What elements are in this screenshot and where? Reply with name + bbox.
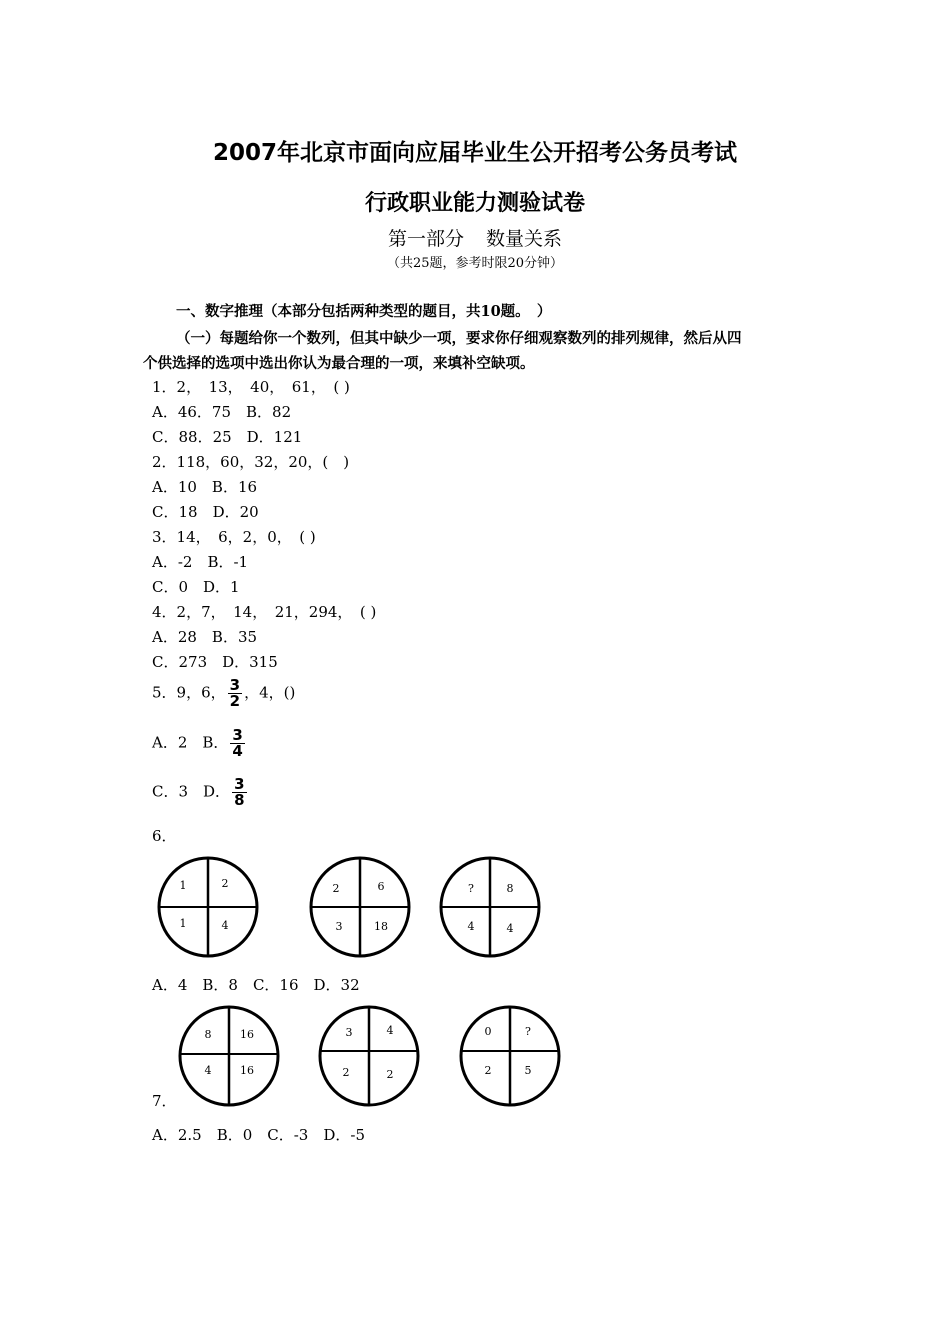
question-1-stem: 1．2， 13， 40， 61， ( ) (152, 378, 350, 396)
section-intro-line2: 个供选择的选项中选出你认为最合理的一项，来填补空缺项。 (143, 355, 535, 372)
circle-cell-bottom-left: 2 (342, 1066, 350, 1079)
question-2-options-ab: A．10 B．16 (152, 478, 258, 496)
circle-cell-top-left: 3 (345, 1026, 353, 1039)
circle-cell-top-left: 2 (332, 882, 340, 895)
fraction-numerator: 3 (232, 726, 243, 744)
exam-subtitle: 行政职业能力测验试卷 (364, 191, 585, 216)
question-3-stem: 3．14， 6，2，0， ( ) (152, 528, 316, 546)
circle-cell-bottom-right: 5 (524, 1064, 532, 1077)
question-3-options-cd: C．0 D．1 (152, 578, 240, 596)
circle-cell-top-right: 16 (240, 1028, 254, 1041)
circle-cell-bottom-right: 4 (221, 919, 229, 932)
question-5-stem (152, 678, 295, 709)
section-heading: 一、数字推理（本部分包括两种类型的题目，共10题。 ） (176, 303, 552, 320)
circle-cell-top-right: ? (525, 1025, 531, 1038)
circle-cell-top-left: 1 (179, 879, 187, 892)
question-5-stem-post: ，4，() (244, 683, 296, 702)
circle-cell-bottom-left: 2 (484, 1064, 492, 1077)
circle-cell-top-right: 4 (386, 1024, 394, 1037)
part-name: 数量关系 (486, 228, 563, 250)
fraction (228, 678, 242, 709)
question-5-options-ab (152, 728, 247, 759)
question-2-stem: 2．118，60，32，20，( ) (152, 453, 350, 471)
fraction-denominator: 2 (229, 692, 241, 710)
question-1-options-ab: A．46．75 B．82 (152, 403, 292, 421)
question-1-options-cd: C．88．25 D．121 (152, 428, 303, 446)
fraction (232, 777, 246, 808)
part-note: （共25题，参考时限20分钟） (386, 256, 564, 271)
section-intro-line1: （一）每题给你一个数列，但其中缺少一项，要求你仔细观察数列的排列规律，然后从四 (176, 330, 742, 347)
circle-cell-top-left: 8 (204, 1028, 212, 1041)
q6-circle-3 (436, 853, 546, 963)
part-label: 第一部分 (387, 228, 464, 250)
fraction (230, 728, 244, 759)
circle-cell-bottom-left: 4 (204, 1064, 212, 1077)
circle-cell-bottom-right: 18 (374, 920, 388, 933)
q7-circle-1 (174, 1004, 284, 1110)
question-5-options-ab-text: A．2 B． (152, 733, 229, 752)
question-3-options-ab: A．-2 B．-1 (152, 553, 249, 571)
circle-cell-top-left: ? (468, 882, 474, 895)
q6-circle-2 (306, 853, 416, 963)
question-2-options-cd: C．18 D．20 (152, 503, 259, 521)
q6-circle-1 (154, 853, 264, 963)
question-6-label: 6． (152, 827, 177, 845)
circle-cell-bottom-right: 16 (240, 1064, 254, 1077)
part-heading (0, 224, 950, 251)
exam-title: 2007年北京市面向应届毕业生公开招考公务员考试 (212, 140, 737, 166)
fraction-numerator: 3 (234, 775, 245, 793)
circle-cell-top-right: 8 (506, 882, 514, 895)
question-5-options-cd-text: C．3 D． (152, 782, 231, 801)
fraction-denominator: 8 (234, 791, 245, 809)
question-6-options: A．4 B．8 C．16 D．32 (152, 976, 360, 994)
circle-cell-top-right: 2 (221, 877, 229, 890)
circle-cell-bottom-left: 1 (179, 917, 187, 930)
fraction-denominator: 4 (232, 742, 243, 760)
circle-cell-top-right: 6 (377, 880, 385, 893)
question-5-options-cd (152, 777, 249, 808)
question-7-label: 7． (152, 1092, 177, 1110)
question-4-options-cd: C．273 D．315 (152, 653, 278, 671)
question-7-options: A．2.5 B．0 C．-3 D．-5 (152, 1126, 365, 1144)
q7-circle-2 (314, 1004, 424, 1110)
fraction-numerator: 3 (229, 676, 241, 694)
circle-cell-bottom-right: 2 (386, 1068, 394, 1081)
question-5-stem-pre: 5．9，6， (152, 683, 226, 702)
question-4-stem: 4．2，7， 14， 21，294， ( ) (152, 603, 377, 621)
circle-cell-bottom-left: 3 (335, 920, 343, 933)
circle-cell-top-left: 0 (484, 1025, 492, 1038)
q7-circle-3 (454, 1004, 564, 1110)
circle-cell-bottom-right: 4 (506, 922, 514, 935)
circle-cell-bottom-left: 4 (467, 920, 475, 933)
question-4-options-ab: A．28 B．35 (152, 628, 258, 646)
